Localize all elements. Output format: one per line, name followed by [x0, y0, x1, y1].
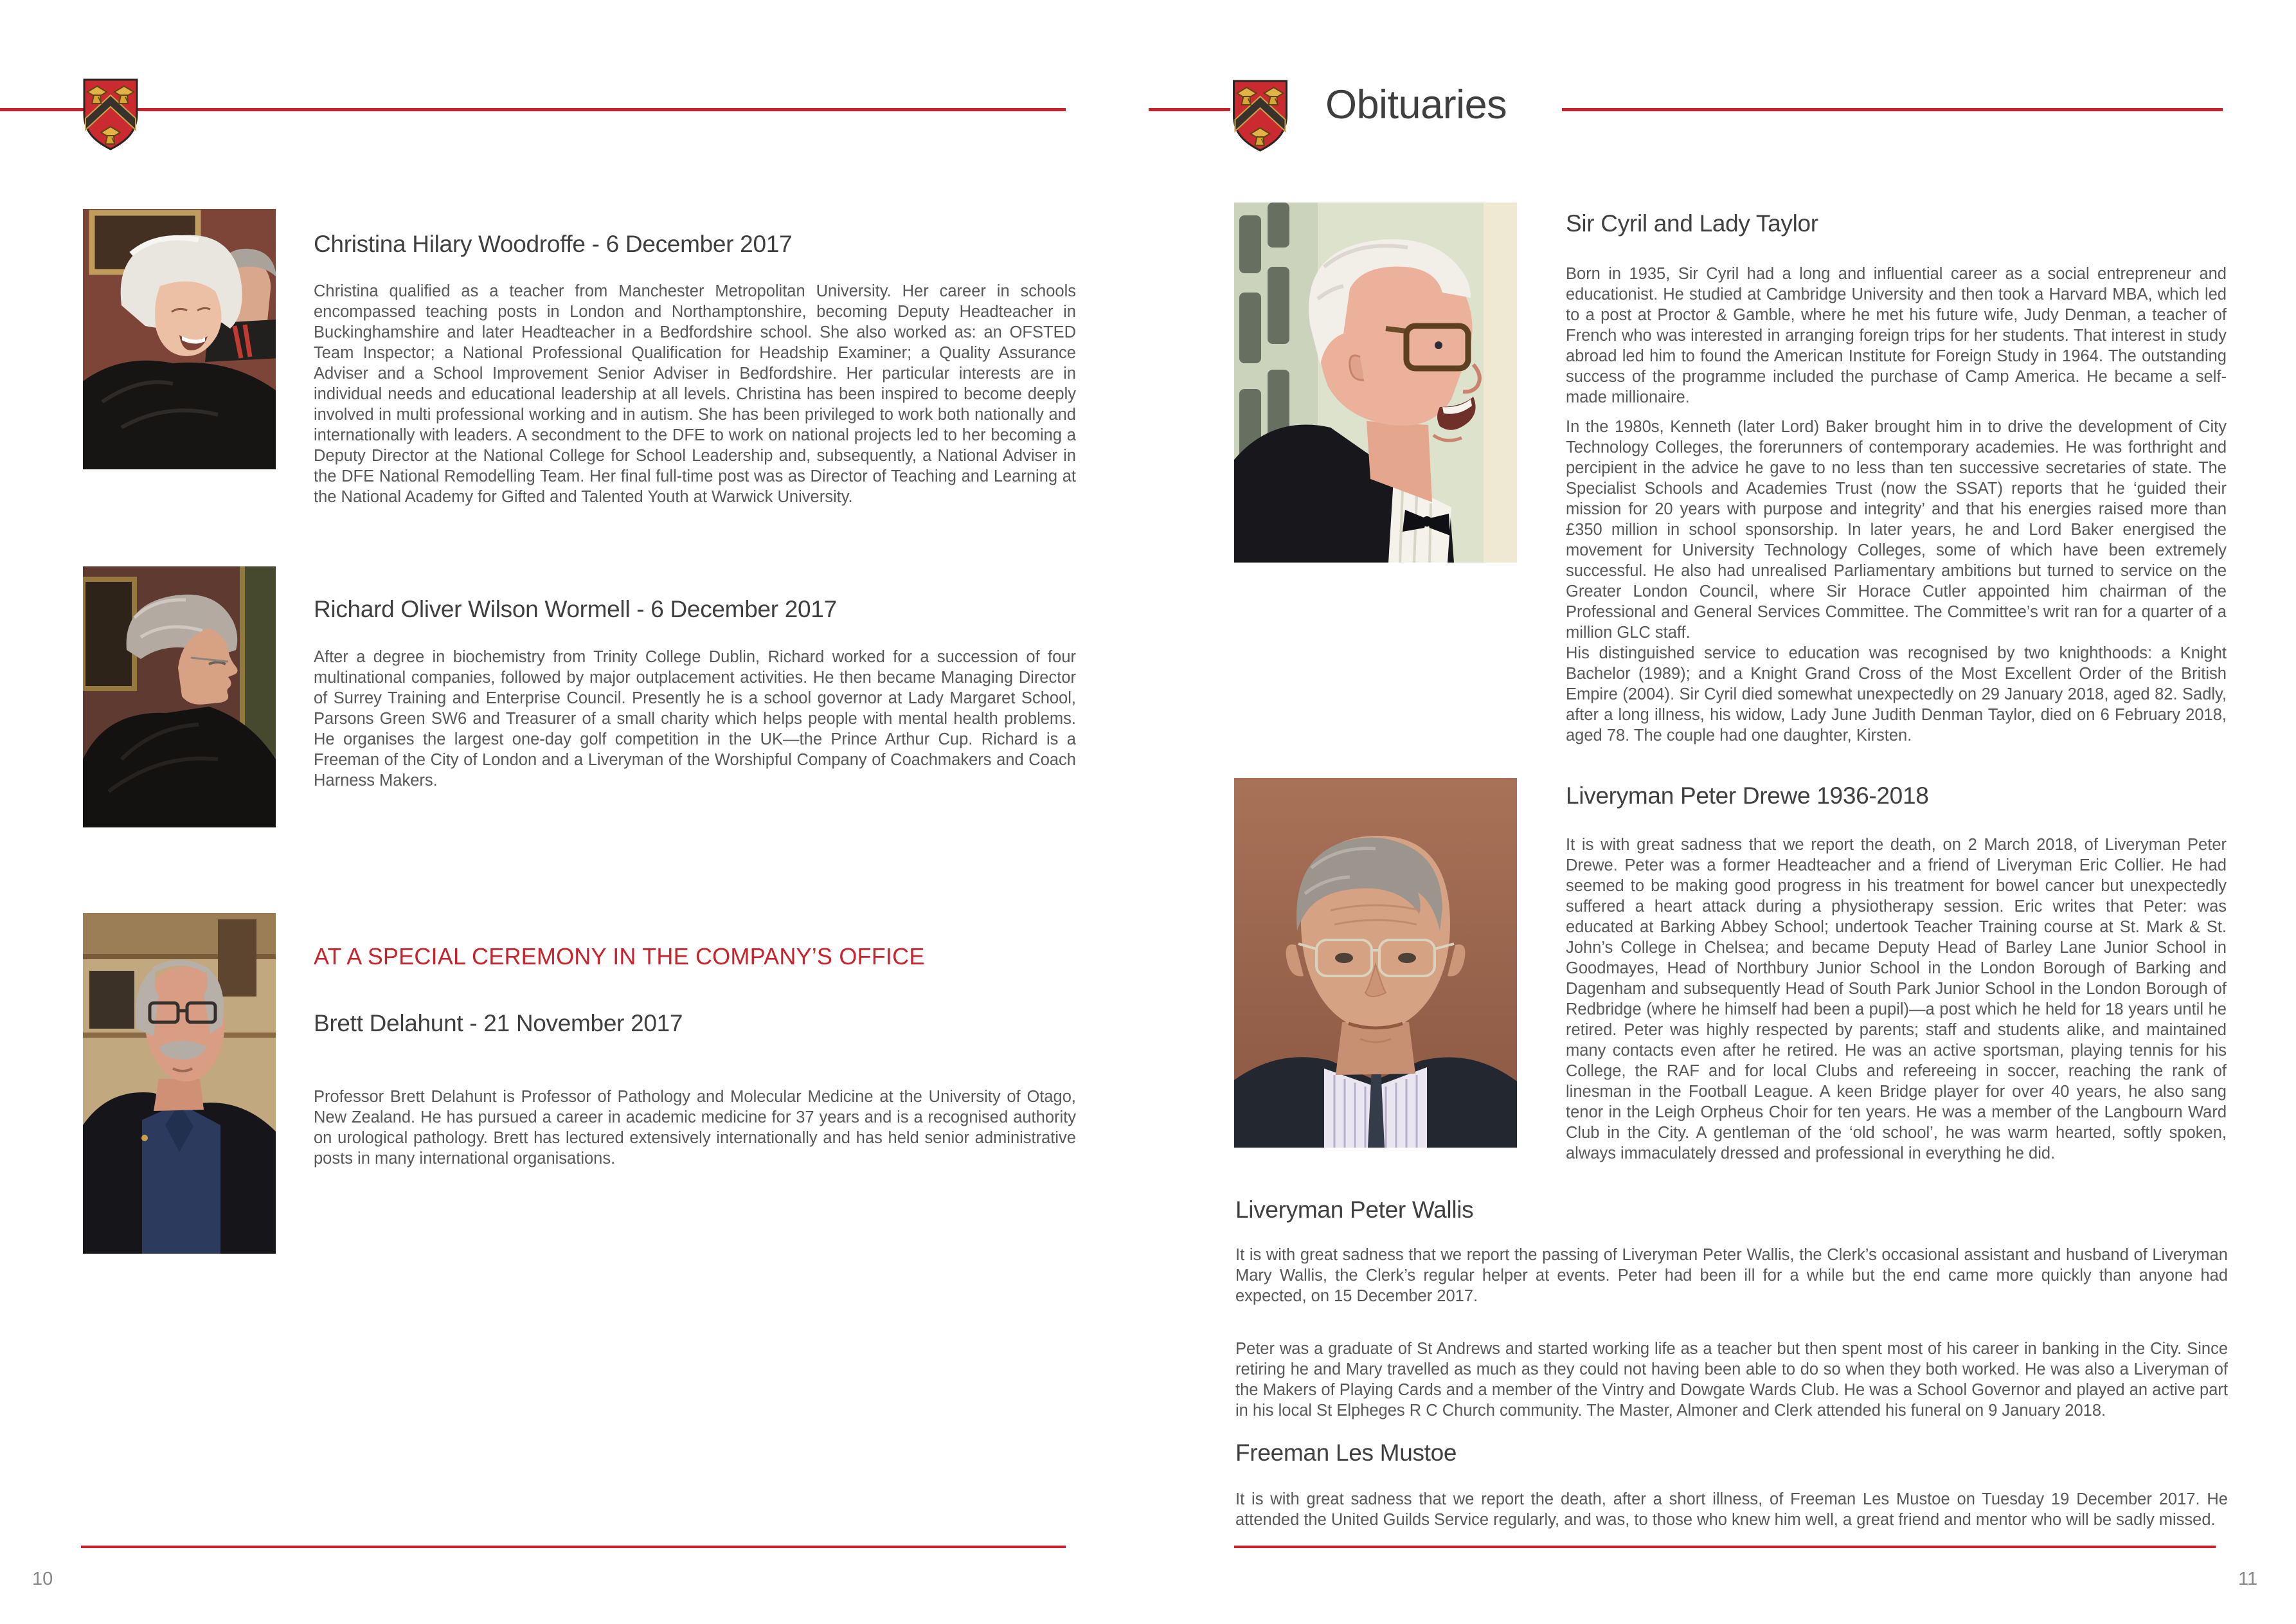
obituary-heading-drewe: Liveryman Peter Drewe 1936-2018 — [1566, 782, 1929, 809]
christina-woodroffe-photo — [83, 209, 276, 469]
obituary-heading-wormell: Richard Oliver Wilson Wormell - 6 December 2017 — [314, 596, 837, 622]
richard-portrait-illustration — [83, 566, 276, 827]
company-crest-icon — [1230, 78, 1290, 153]
obituary-paragraph: It is with great sadness that we report the death, on 2 March 2018, of Liveryman Peter Drewe. Peter was a former Headteacher and a friend of Liveryman Eric Collier. He had seemed to be making good progress in his treatment for bowel cancer but unexpectedly suffered a heart attack during a physiotherapy session. Eric writes that Peter: was educated at Barking Abbey School; undertook Teacher Training course at St. Mark & St. John’s College in Chelsea; and became Deputy Head of Barley Lane Junior School in Goodmayes, Head of Northbury Junior School in the London Borough of Barking and Dagenham and subsequently Head of South Park Junior School in the London Borough of Redbridge (where he himself had been a pupil)—a post which he held for 18 years until he retired. Peter was highly respected by parents; staff and students alike, and maintained many contacts even after he retired. He was an active sportsman, playing tennis for his College, the RAF and for local Clubs and refereeing in soccer, reaching the rank of linesman in the Football League. A keen Bridge player for over 40 years, he also sang tenor in the Leigh Orpheus Choir for ten years. He was a member of the Langbourn Ward Club in the City. A gentleman of the ‘old school’, he was warm hearted, softly spoken, always immaculately dressed and professional in everything he did. — [1566, 836, 2227, 1162]
richard-wormell-photo — [83, 566, 276, 827]
drewe-portrait-illustration — [1234, 778, 1517, 1148]
page-number-right: 11 — [2238, 1569, 2258, 1589]
obituary-paragraph: Christina qualified as a teacher from Manchester Metropolitan University. Her career in schools encompassed teaching posts in London and Northamptonshire, becoming Deputy Headteacher in Buckinghamshire and later Headteacher in a Bedfordshire school. She also worked as: an OFSTED Team Inspector; a National Professional Qualification for Headship Examiner; a Quality Assurance Adviser and a School Improvement Senior Adviser in Bedfordshire. Her particular interests are in individual needs and educational leadership at all levels. Christina has been inspired to become deeply involved in multi professional working and in autism. She has been privileged to work both nationally and internationally with leaders. A secondment to the DFE to work on national projects led to her becoming a Deputy Director at the National College for School Leadership and, subsequently, a National Adviser in the DFE National Remodelling Team. Her final full-time post was as Director of Teaching and Learning at the National Academy for Gifted and Talented Youth at Warwick University. — [314, 282, 1076, 506]
obituary-paragraph: Born in 1935, Sir Cyril had a long and influential career as a social entrepreneur and educationist. He studied at Cambridge University and then took a Harvard MBA, which led to a post at Proctor & Gamble, where he met his future wife, Judy Denman, a teacher of French who was interested in arranging foreign trips for her students. That interest in study abroad led him to found the American Institute for Foreign Study in 1964. The outstanding success of the programme included the purchase of Camp America. He became a self-made millionaire. — [1566, 265, 2227, 406]
obituary-heading-taylor: Sir Cyril and Lady Taylor — [1566, 210, 1818, 237]
obituary-heading-delahunt: Brett Delahunt - 21 November 2017 — [314, 1010, 683, 1036]
brett-delahunt-photo — [83, 913, 276, 1254]
obituary-paragraph: It is with great sadness that we report the death, after a short illness, of Freeman Les Mustoe on Tuesday 19 December 2017. He attended the United Guilds Service regularly, and was, to those who knew him well, a great friend and mentor who will be sadly missed. — [1235, 1490, 2228, 1529]
header-rule-spine — [1149, 108, 1230, 111]
obituary-paragraph: Peter was a graduate of St Andrews and started working life as a teacher but then spent most of his career in banking in the City. Since retiring he and Mary travelled as much as they could not having been able to do so when they both worked. He was also a Liveryman of the Makers of Playing Cards and a member of the Vintry and Dowgate Wards Club. He was a School Governor and played an active part in his local St Elpheges R C Church community. The Master, Almoner and Clerk attended his funeral on 9 January 2018. — [1235, 1340, 2228, 1420]
brett-portrait-illustration — [83, 913, 276, 1254]
picture-frame — [83, 579, 134, 689]
obituary-paragraph: It is with great sadness that we report the passing of Liveryman Peter Wallis, the Clerk’s occasional assistant and husband of Liveryman Mary Wallis, the Clerk’s regular helper at events. Peter had been ill for a while but the end came more quickly than anyone had expected, on 15 December 2017. — [1235, 1246, 2228, 1305]
ceremony-kicker-heading: AT A SPECIAL CEREMONY IN THE COMPANY’S OFFICE — [314, 943, 925, 970]
obituary-heading-mustoe: Freeman Les Mustoe — [1235, 1439, 1457, 1466]
company-crest-icon — [82, 77, 139, 152]
sir-cyril-taylor-photo — [1234, 203, 1517, 563]
obituary-paragraph: After a degree in biochemistry from Trinity College Dublin, Richard worked for a succession of four multinational companies, followed by major outplacement activities. He then became Managing Director of Surrey Training and Enterprise Council. Presently he is a school governor at Lady Margaret School, Parsons Green SW6 and Treasurer of a small charity which helps people with mental health problems. He organises the largest one-day golf competition in the UK—the Prince Arthur Cup. Richard is a Freeman of the City of London and a Liveryman of the Worshipful Company of Coachmakers and Coach Harness Makers. — [314, 648, 1076, 789]
header-rule-left — [0, 108, 1066, 111]
page-title-obituaries: Obituaries — [1325, 82, 1507, 127]
footer-rule-left — [81, 1546, 1066, 1548]
obituary-paragraph: Professor Brett Delahunt is Professor of Pathology and Molecular Medicine at the University of Otago, New Zealand. He has pursued a career in academic medicine for 37 years and is a recognised authority on urological pathology. Brett has lectured extensively internationally and has held senior administrative posts in many international organisations. — [314, 1088, 1076, 1168]
obituary-paragraph: His distinguished service to education was recognised by two knighthoods: a Knight Bachelor (1989); and a Knight Grand Cross of the Most Excellent Order of the British Empire (2004). Sir Cyril died somewhat unexpectedly on 29 January 2018, aged 82. Sadly, after a long illness, his widow, Lady June Judith Denman Taylor, died on 6 February 2018, aged 78. The couple had one daughter, Kirsten. — [1566, 644, 2227, 744]
cyril-portrait-illustration — [1234, 203, 1517, 563]
obituary-heading-wallis: Liveryman Peter Wallis — [1235, 1196, 1474, 1223]
peter-drewe-photo — [1234, 778, 1517, 1148]
christina-portrait-illustration — [83, 209, 276, 469]
obituary-heading-woodroffe: Christina Hilary Woodroffe - 6 December 2017 — [314, 231, 793, 257]
obituary-paragraph: In the 1980s, Kenneth (later Lord) Baker brought him in to drive the development of City Technology Colleges, the forerunners of contemporary academies. He was forthright and percipient in the advice he gave to no less than ten successive secretaries of state. The Specialist Schools and Academies Trust (now the SSAT) reports that he ‘guided their mission for 20 years with purpose and integrity’ and that his energies raised more than £350 million in school sponsorship. In later years, he and Lord Baker energised the movement for University Technology Colleges, some of which have been extremely successful. He also had unrealised Parliamentary ambitions but turned to service on the Greater London Council, where Sir Horace Cutler appointed him chairman of the Professional and General Services Committee. The Committee’s writ ran for a quarter of a million GLC staff. — [1566, 418, 2227, 642]
page-number-left: 10 — [32, 1569, 53, 1589]
header-rule-right — [1562, 108, 2223, 111]
footer-rule-right — [1234, 1546, 2216, 1548]
